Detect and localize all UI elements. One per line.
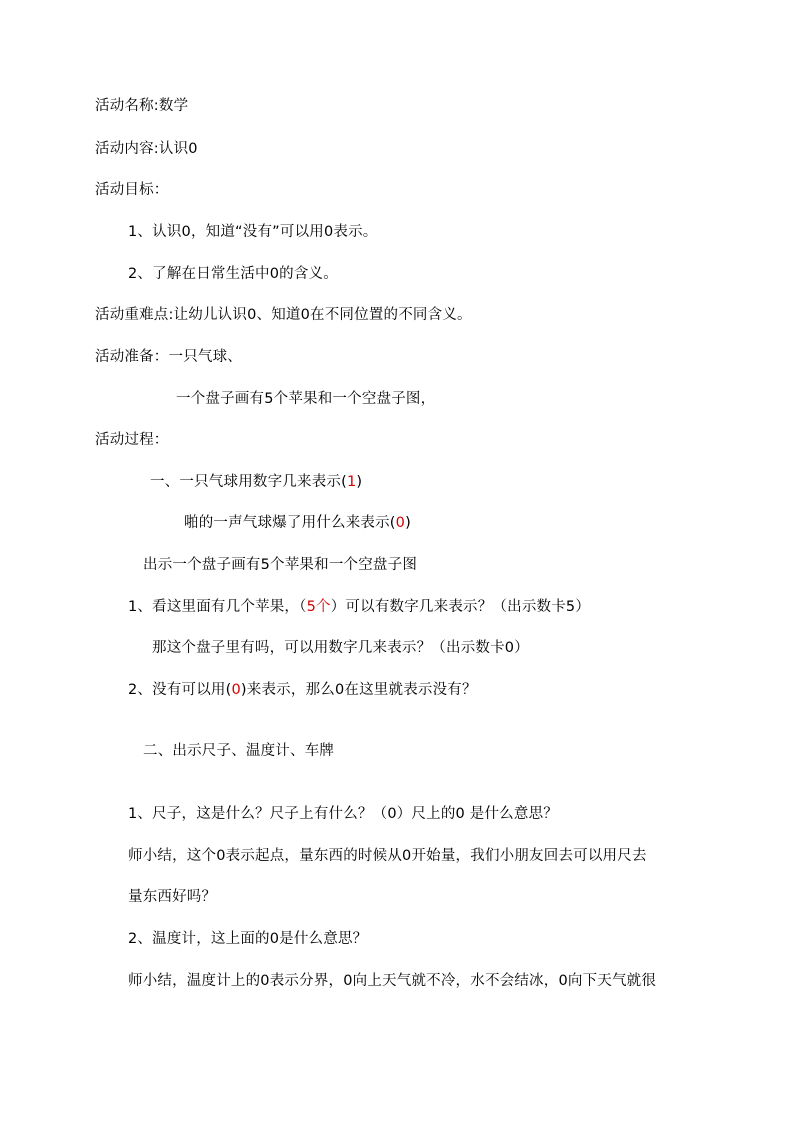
thermometer-summary: 师小结，温度计上的0表示分界，0向上天气就不冷，水不会结冰，0向下天气就很 [128,973,657,989]
question-2-answer: 0 [231,682,241,698]
step-1b-text: 啪的一声气球爆了用什么来表示( [184,515,396,531]
question-1 [128,597,590,617]
part-2-heading: 二、出示尺子、温度计、车牌 [143,743,335,759]
question-1-text: 1、看这里面有几个苹果，（ [128,599,307,615]
question-2-text: 2、没有可以用( [128,682,232,698]
step-1-close: ) [356,474,363,490]
step-1-answer: 1 [346,474,357,490]
activity-goal-heading: 活动目标： [95,182,169,198]
ruler-question: 1、尺子，这是什么？尺子上有什么？（0）尺上的0 是什么意思？ [128,806,558,822]
thermometer-question: 2、温度计，这上面的0是什么意思？ [128,931,368,947]
process-step-1b [184,513,411,533]
activity-name: 活动名称:数学 [95,98,189,114]
question-1b: 那这个盘子里有吗，可以用数字几来表示？（出示数卡0） [152,640,529,656]
activity-preparation-2: 一个盘子画有5个苹果和一个空盘子图， [176,391,436,407]
process-step-1 [150,472,362,492]
activity-content: 活动内容:认识0 [95,141,198,157]
step-1-text: 一、一只气球用数字几来表示( [150,474,347,490]
step-1b-answer: 0 [395,515,406,531]
activity-goal-2: 2、了解在日常生活中0的含义。 [128,266,338,282]
ruler-summary-2: 量东西好吗？ [128,889,217,905]
question-1-rest: ）可以有数字几来表示？（出示数卡5） [330,599,591,615]
step-1b-close: ) [405,515,411,531]
activity-goal-1: 1、认识0，知道“没有”可以用0表示。 [128,224,378,240]
question-1-answer: 5个 [306,599,331,615]
ruler-summary-1: 师小结，这个0表示起点，量东西的时候从0开始量，我们小朋友回去可以用尺去 [128,848,647,864]
activity-preparation: 活动准备：一只气球、 [95,349,242,365]
show-plates-line: 出示一个盘子画有5个苹果和一个空盘子图 [143,557,418,573]
question-2 [128,680,477,700]
question-2-rest: )来表示，那么0在这里就表示没有？ [240,682,477,698]
activity-difficulty: 活动重难点:让幼儿认识0、知道0在不同位置的不同含义。 [95,307,472,323]
activity-process-heading: 活动过程： [95,432,169,448]
